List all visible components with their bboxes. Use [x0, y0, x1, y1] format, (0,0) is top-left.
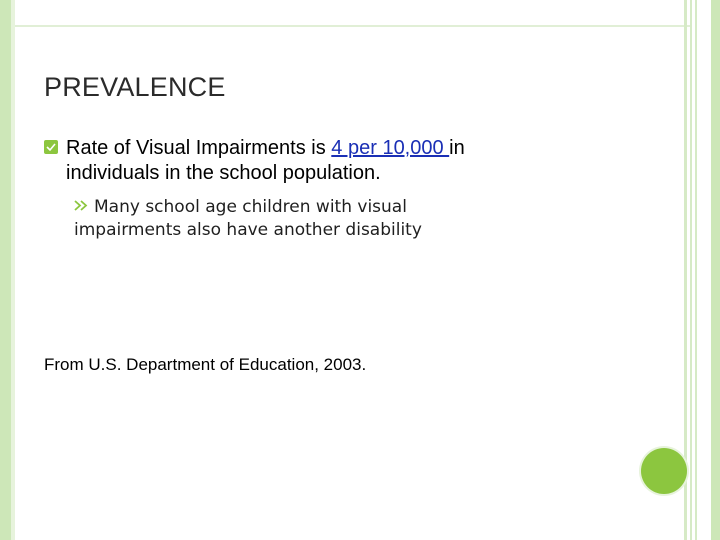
left-frame-stripe: [11, 0, 15, 540]
rate-link[interactable]: 4 per 10,000: [331, 137, 450, 159]
sub-bullet-item-disability: [74, 196, 544, 242]
double-arrow-bullet-icon: [74, 200, 88, 211]
bullet-text: [66, 136, 564, 186]
bullet-item-prevalence-rate: [44, 136, 564, 186]
right-frame-stripe: [684, 0, 687, 540]
right-frame-stripe: [695, 0, 697, 540]
top-frame-line: [15, 25, 690, 27]
bullet-text-end: in: [449, 137, 465, 159]
green-square-bullet-icon: [44, 140, 58, 154]
decorative-green-circle: [641, 448, 687, 494]
right-frame-bar: [711, 0, 720, 540]
sub-bullet-text: [74, 196, 544, 242]
sub-bullet-line1: Many school age children with visual: [94, 197, 407, 217]
source-citation: From U.S. Department of Education, 2003.: [44, 355, 367, 374]
slide-title: PREVALENCE: [44, 72, 226, 102]
left-frame-bar: [0, 0, 11, 540]
bullet-text-line2: individuals in the school population.: [66, 162, 381, 184]
right-frame-stripe: [690, 0, 692, 540]
sub-bullet-line2: impairments also have another disability: [74, 220, 422, 240]
bullet-text-start: Rate of Visual Impairments is: [66, 137, 332, 159]
